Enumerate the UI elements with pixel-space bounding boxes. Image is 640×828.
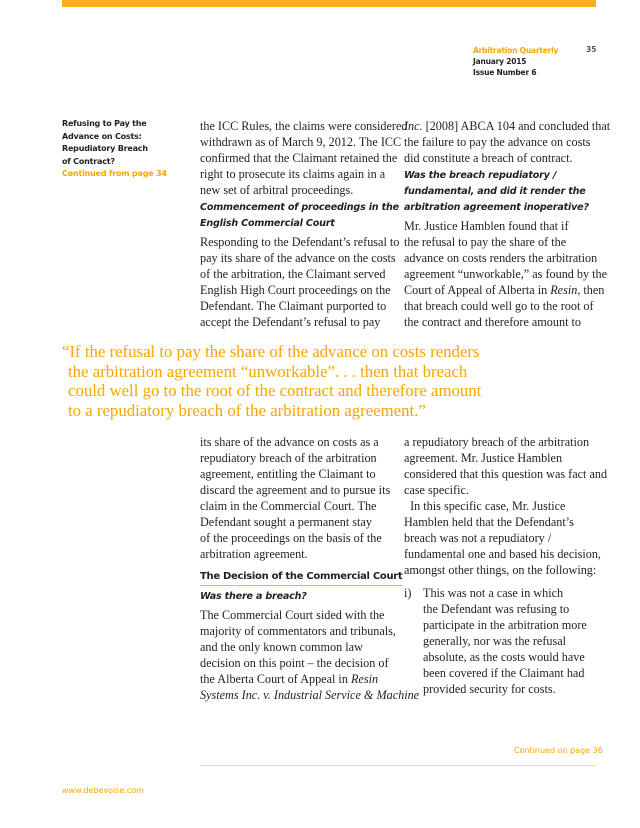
text-line: new set of arbitral proceedings. bbox=[200, 183, 354, 197]
text-line: The Commercial Court sided with the bbox=[200, 608, 385, 622]
col1-para1 bbox=[200, 118, 407, 198]
text-line: been covered if the Claimant had bbox=[423, 666, 585, 680]
text-line: the arbitration agreement “unworkable”. . . then that breach bbox=[68, 361, 468, 381]
text-line: Was the breach repudiatory / bbox=[404, 170, 557, 181]
text-line: and the only known common law bbox=[200, 640, 363, 654]
col2-heading-repudiatory bbox=[404, 168, 589, 216]
text-line: Court of Appeal of Alberta in Resin, then bbox=[404, 283, 605, 297]
col1-para3 bbox=[200, 434, 390, 562]
top-accent-bar bbox=[62, 0, 596, 7]
text-line: majority of commentators and tribunals, bbox=[200, 624, 396, 638]
text-line: the ICC Rules, the claims were considered bbox=[200, 119, 408, 133]
text-line: Mr. Justice Hamblen found that if bbox=[404, 219, 569, 233]
text-line: Refusing to Pay the bbox=[62, 119, 147, 128]
text-line: amongst other things, on the following: bbox=[404, 563, 597, 577]
text-line: Commencement of proceedings in the bbox=[200, 202, 399, 213]
text-line: to a repudiatory breach of the arbitration agreement.” bbox=[68, 400, 426, 420]
text-line: the failure to pay the advance on costs bbox=[404, 135, 591, 149]
text-line: the refusal to pay the share of the bbox=[404, 235, 567, 249]
text-line: English Commercial Court bbox=[200, 218, 335, 229]
website-link[interactable]: www.debevoise.com bbox=[62, 786, 145, 795]
text-line: provided security for costs. bbox=[423, 682, 556, 696]
text-line: English High Court proceedings on the bbox=[200, 283, 391, 297]
continued-on-link[interactable]: Continued on page 36 bbox=[514, 746, 603, 755]
list-item-text bbox=[423, 585, 587, 697]
text-line: This was not a case in which bbox=[423, 586, 564, 600]
subheading-breach: Was there a breach? bbox=[200, 591, 307, 602]
text-line: the contract and therefore amount to bbox=[404, 315, 581, 329]
text-line: withdrawn as of March 9, 2012. The ICC bbox=[200, 135, 402, 149]
section-heading-wrap bbox=[200, 566, 402, 586]
text-line: agreement. Mr. Justice Hamblen bbox=[404, 451, 563, 465]
text-line: agreement, entitling the Claimant to bbox=[200, 467, 376, 481]
text-line: the Defendant was refusing to bbox=[423, 602, 570, 616]
text-line: generally, nor was the refusal bbox=[423, 634, 567, 648]
text-line: repudiatory breach of the arbitration bbox=[200, 451, 377, 465]
col2-para3 bbox=[404, 434, 607, 498]
text-line: Defendant. The Claimant purported to bbox=[200, 299, 387, 313]
text-line: Responding to the Defendant’s refusal to bbox=[200, 235, 400, 249]
text-line: Systems Inc. v. Industrial Service & Machine bbox=[200, 688, 420, 702]
text-line: arbitration agreement inoperative? bbox=[404, 202, 589, 213]
col1-para4 bbox=[200, 607, 419, 703]
text-line: Defendant sought a permanent stay bbox=[200, 515, 372, 529]
text-line: advance on costs renders the arbitration bbox=[404, 251, 598, 265]
text-line: Repudiatory Breach bbox=[62, 144, 148, 153]
text-line: Advance on Costs: bbox=[62, 131, 142, 141]
list-marker: i) bbox=[404, 586, 412, 600]
text-line: a repudiatory breach of the arbitration bbox=[404, 435, 590, 449]
text-line: accept the Defendant’s refusal to pay bbox=[200, 315, 381, 329]
text-line: discard the agreement and to pursue its bbox=[200, 483, 391, 497]
sidebar-article-title bbox=[62, 118, 167, 181]
publication-title: Arbitration Quarterly bbox=[473, 46, 559, 55]
publication-date: January 2015 bbox=[473, 57, 527, 66]
col2-para2 bbox=[404, 218, 607, 330]
text-line: did constitute a breach of contract. bbox=[404, 151, 573, 165]
text-line: participate in the arbitration more bbox=[423, 618, 587, 632]
text-line: could well go to the root of the contract and therefore amount bbox=[68, 381, 482, 401]
text-line: arbitration agreement. bbox=[200, 547, 308, 561]
text-line: absolute, as the costs would have bbox=[423, 650, 585, 664]
col2-para4 bbox=[404, 498, 601, 578]
text-line: claim in the Commercial Court. The bbox=[200, 499, 377, 513]
text-line: decision on this point – the decision of bbox=[200, 656, 389, 670]
text-line: In this specific case, Mr. Justice bbox=[404, 499, 566, 513]
col1-para2 bbox=[200, 234, 399, 330]
text-line: pay its share of the advance on the costs bbox=[200, 251, 396, 265]
text-line: its share of the advance on costs as a bbox=[200, 435, 379, 449]
issue-number: Issue Number 6 bbox=[473, 68, 537, 77]
text-line: “If the refusal to pay the share of the advance on costs renders bbox=[62, 342, 480, 361]
text-line: fundamental, and did it render the bbox=[404, 186, 586, 197]
footer-divider bbox=[200, 765, 596, 766]
text-line: the Alberta Court of Appeal in Resin bbox=[200, 672, 379, 686]
text-line: agreement “unworkable,” as found by the bbox=[404, 267, 608, 281]
text-line: right to prosecute its claims again in a bbox=[200, 167, 386, 181]
text-line: case specific. bbox=[404, 483, 469, 497]
text-line: Inc. [2008] ABCA 104 and concluded that bbox=[404, 119, 611, 133]
page-number: 35 bbox=[586, 45, 597, 54]
col2-para1 bbox=[404, 118, 610, 166]
text-line: confirmed that the Claimant retained the bbox=[200, 151, 398, 165]
text-line: considered that this question was fact and bbox=[404, 467, 608, 481]
publication-header bbox=[473, 45, 558, 78]
col1-heading-commencement bbox=[200, 200, 399, 232]
text-line: Hamblen held that the Defendant’s bbox=[404, 515, 574, 529]
text-line: of the proceedings on the basis of the bbox=[200, 531, 382, 545]
pull-quote bbox=[62, 342, 481, 420]
text-line: that breach could well go to the root of bbox=[404, 299, 594, 313]
text-line: fundamental one and based his decision, bbox=[404, 547, 601, 561]
text-line: breach was not a repudiatory / bbox=[404, 531, 552, 545]
continued-from-link[interactable]: Continued from page 34 bbox=[62, 169, 167, 178]
text-line: of Contract? bbox=[62, 156, 115, 166]
section-heading: The Decision of the Commercial Court bbox=[200, 569, 402, 586]
text-line: of the arbitration, the Claimant served bbox=[200, 267, 386, 281]
